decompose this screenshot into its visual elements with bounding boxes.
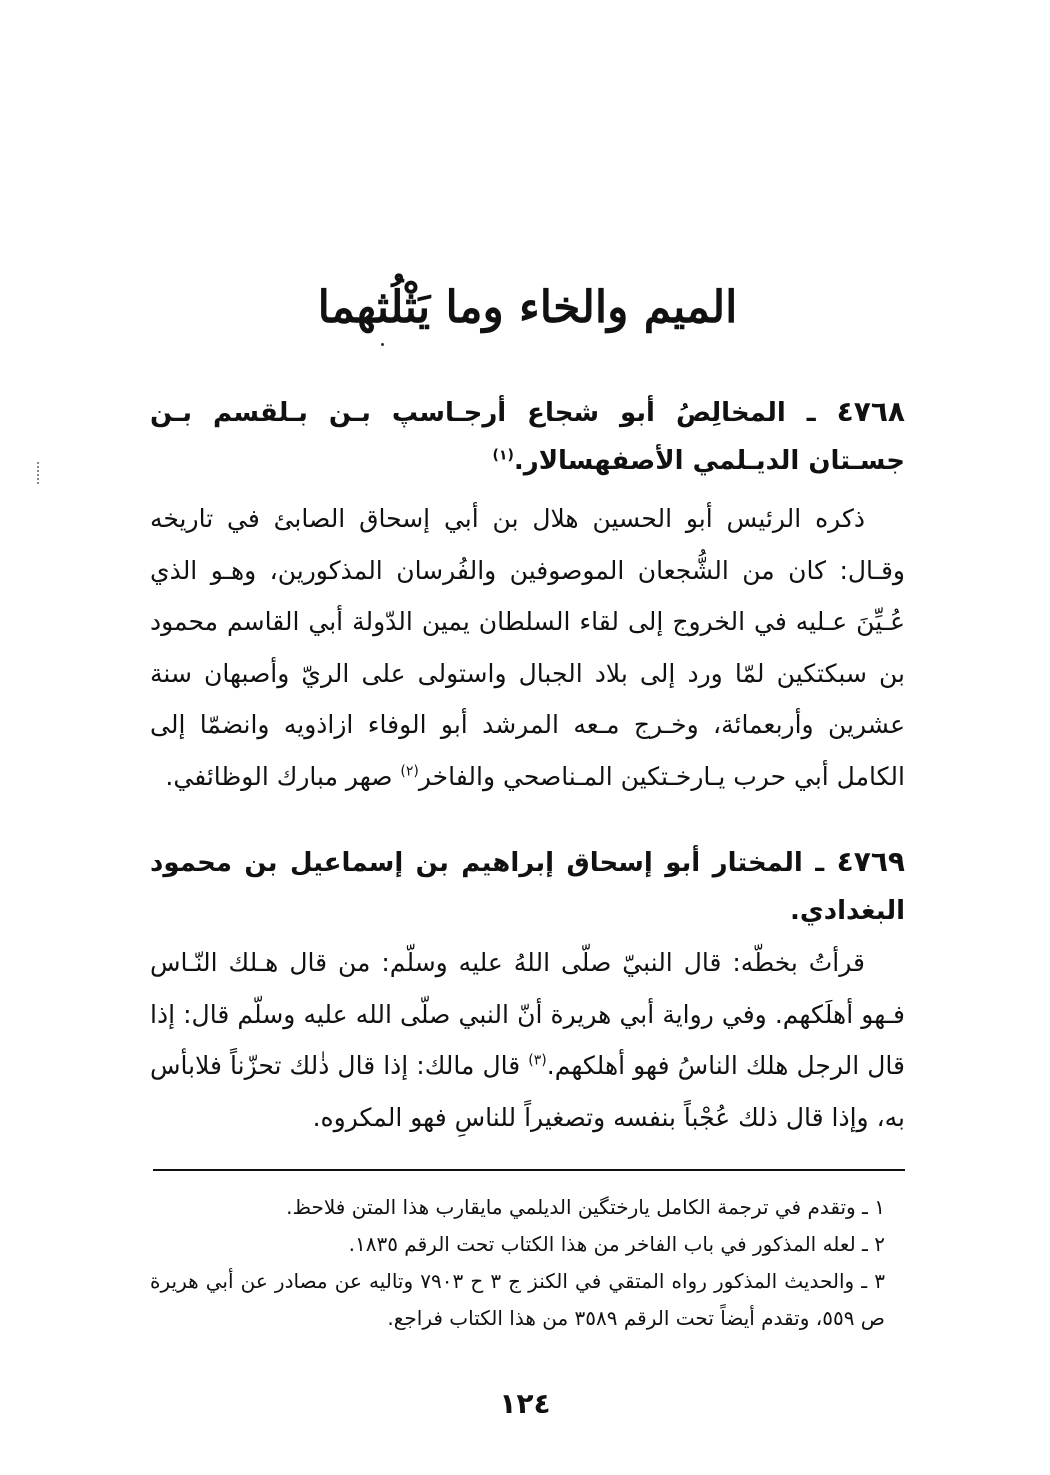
ink-speck <box>381 343 384 346</box>
entry-body <box>150 493 905 802</box>
entry-body <box>150 937 905 1143</box>
footnote-ref: (٢) <box>400 763 419 780</box>
entry-4769 <box>150 838 905 1143</box>
entry-number: ٤٧٦٨ <box>836 395 905 428</box>
entry-body-text: صهر مبارك الوظائفي. <box>165 761 393 791</box>
entry-heading-text: ـ المخالِصُ أبو شجاع أرجـاسپ بـن بـلقسم بـن جسـتان الديـلمي الأصفهسالار. <box>150 398 905 476</box>
entry-body-text: قرأتُ بخطّه: قال النبيّ صلّى اللهُ عليه وسلّم: من قال هـلك النّـاس فـهو أهلَكهم. وفي رواية أبي هريرة أنّ النبي صلّى الله عليه وسلّم قال: إذا قال الرجل هلك الناسُ فهو أهلكهم. <box>150 948 906 1080</box>
entry-body-text: قال مالك: إذا قال ذٰلك تحزّناً فلابأس به، وإذا قال ذلك عُجْباً بنفسه وتصغيراً للناسِ فهو المكروه. <box>150 1051 905 1132</box>
footnote: ١ ـ وتقدم في ترجمة الكامل يارختگين الديلمي مايقارب هذا المتن فلاحظ. <box>286 1195 885 1219</box>
entry-heading-text: ـ المختار أبو إسحاق إبراهيم بن إسماعيل بن محمود البغدادي. <box>150 848 905 926</box>
page-number: ١٢٤ <box>499 1387 551 1420</box>
margin-mark <box>37 462 41 484</box>
footnote-ref: (١) <box>492 447 514 464</box>
footnote-ref: (٣) <box>528 1052 547 1069</box>
entry-heading <box>150 838 905 935</box>
footnote: ٣ ـ والحديث المذكور رواه المتقي في الكنز ج ٣ ح ٧٩٠٣ وتاليه عن مصادر عن أبي هريرة ص ٥٥٩، وتقدم أيضاً تحت الرقم ٣٥٨٩ من هذا الكتاب فراجع. <box>150 1269 886 1330</box>
entry-4768 <box>150 388 905 802</box>
entry-heading <box>150 388 905 485</box>
chapter-title: الميم والخاء وما يَثْلُثهما <box>317 282 738 333</box>
footnote-separator <box>153 1169 905 1171</box>
footnotes <box>150 1189 905 1337</box>
entry-number: ٤٧٦٩ <box>836 845 905 878</box>
footnote: ٢ ـ لعله المذكور في باب الفاخر من هذا الكتاب تحت الرقم ١٨٣٥. <box>348 1232 885 1256</box>
entry-body-text: ذكره الرئيس أبو الحسين هلال بن أبي إسحاق الصابئ في تاريخه وقـال: كان من الشُّجعان الموصوفين والفُرسان المذكورين، وهـو الذي عُـيِّنَ عـليه في الخروج إلى لقاء السلطان يمين الدّولة أبي القاسم محمود بن سبكتكين لمّا ورد إلى بلاد الجبال واستولى على الريّ وأصبهان سنة عشرين وأربعمائة، وخـرج مـعه المرشد أبو الوفاء ازاذويه وانضمّا إلى الكامل أبي حرب يـارخـتكين المـناصحي والفاخر <box>150 504 905 791</box>
